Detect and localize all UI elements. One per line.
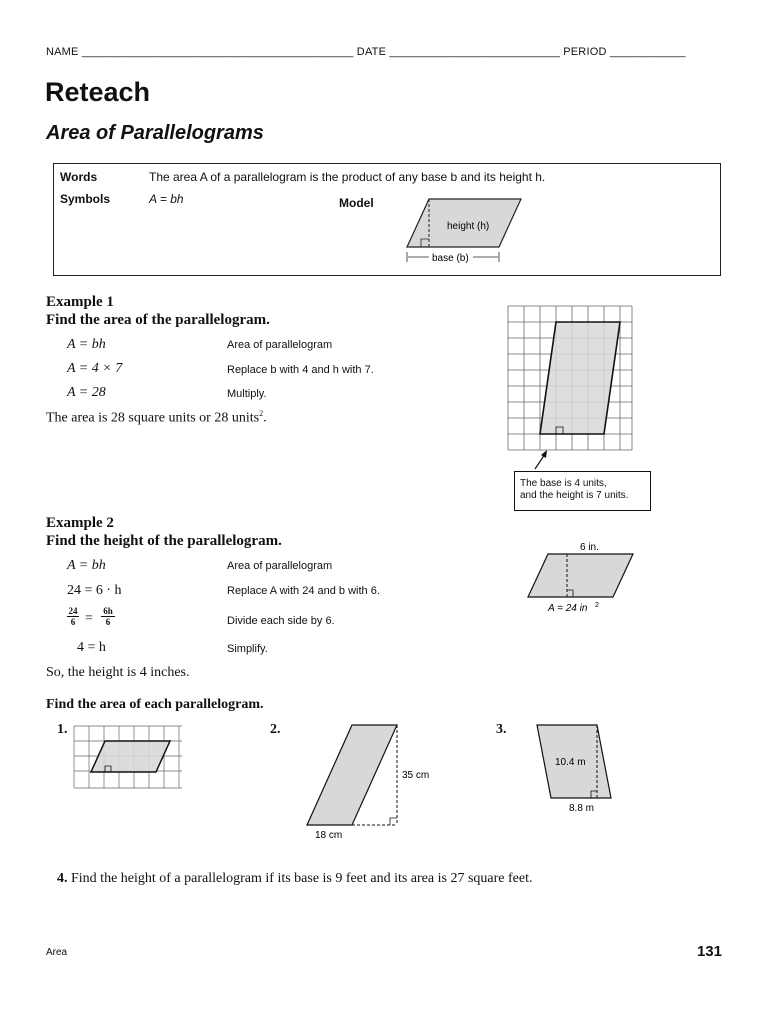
example2-step1-note: Area of parallelogram bbox=[227, 560, 333, 572]
example2-step3-frac-left bbox=[67, 606, 79, 627]
example1-step3-note: Multiply. bbox=[227, 388, 267, 400]
footer-topic: Area bbox=[46, 947, 68, 958]
exercise1-parallelogram bbox=[91, 741, 170, 772]
example2-step3-note: Divide each side by 6. bbox=[227, 615, 335, 627]
student-info-header bbox=[46, 46, 686, 58]
example2-step3-den-right: 6 bbox=[105, 617, 111, 627]
example1-conclusion bbox=[46, 409, 267, 427]
example2-step3-equals: = bbox=[85, 611, 93, 626]
question4-number: 4. bbox=[57, 871, 68, 886]
example2-step1-eq: A = bh bbox=[67, 558, 106, 573]
question4 bbox=[57, 871, 532, 887]
example2-title: Example 2 bbox=[46, 515, 114, 531]
period-blank: ____________ bbox=[609, 46, 686, 58]
example1-title: Example 1 bbox=[46, 294, 114, 310]
exercise3-height-label: 10.4 m bbox=[555, 757, 586, 768]
example1-conclusion-period: . bbox=[263, 410, 267, 426]
model-label: Model bbox=[339, 196, 374, 210]
example2-conclusion: So, the height is 4 inches. bbox=[46, 665, 190, 680]
name-label: NAME bbox=[46, 46, 79, 58]
name-blank: ___________________________________________ bbox=[81, 46, 354, 58]
page-number: 131 bbox=[696, 943, 722, 960]
model-parallelogram-figure bbox=[399, 194, 539, 269]
exercise2-base-label: 18 cm bbox=[315, 830, 343, 841]
example1-callout-line1: The base is 4 units, bbox=[520, 478, 607, 489]
period-label: PERIOD bbox=[563, 46, 607, 58]
example1-parallelogram bbox=[540, 322, 620, 434]
example1-conclusion-text: The area is 28 square units or 28 units bbox=[46, 410, 260, 426]
example1-grid-figure bbox=[505, 303, 635, 473]
example1-step3-eq: A = 28 bbox=[67, 385, 106, 400]
model-base-label: base (b) bbox=[432, 253, 469, 264]
words-text: The area A of a parallelogram is the product of any base b and its height h. bbox=[149, 170, 546, 184]
example2-step3-num-right: 6h bbox=[101, 606, 115, 617]
exercise2-height-label: 35 cm bbox=[402, 770, 430, 781]
concept-box bbox=[53, 163, 721, 276]
model-height-label: height (h) bbox=[447, 221, 490, 232]
example1-step1-note: Area of parallelogram bbox=[227, 339, 333, 351]
example2-step3-num-left: 24 bbox=[68, 606, 78, 616]
example2-step3-den-left: 6 bbox=[70, 617, 76, 627]
exercise2-figure bbox=[300, 720, 440, 844]
exercise3-base-label: 8.8 m bbox=[569, 803, 595, 814]
exercises-heading: Find the area of each parallelogram. bbox=[46, 697, 264, 712]
example1-callout-arrowhead bbox=[541, 450, 547, 458]
example2-parallelogram bbox=[528, 554, 633, 597]
example2-fig-base-label: 6 in. bbox=[580, 542, 599, 553]
example2-step4-note: Simplify. bbox=[227, 643, 268, 655]
example2-fig-area-label: A = 24 in bbox=[548, 603, 588, 614]
example1-callout bbox=[514, 471, 651, 511]
example2-step2-note: Replace A with 24 and b with 6. bbox=[227, 585, 380, 597]
example1-step2-eq: A = 4 × 7 bbox=[67, 361, 123, 376]
example2-figure bbox=[520, 538, 640, 618]
exercise3-number: 3. bbox=[496, 722, 507, 737]
example2-step4-eq: 4 = h bbox=[77, 640, 106, 655]
example1-step1-eq: A = bh bbox=[67, 337, 106, 352]
date-blank: ___________________________ bbox=[389, 46, 560, 58]
example1-conclusion-exponent: 2 bbox=[259, 409, 264, 418]
example1-prompt: Find the area of the parallelogram. bbox=[46, 312, 270, 328]
words-label: Words bbox=[60, 170, 98, 184]
question4-text: Find the height of a parallelogram if its base is 9 feet and its area is 27 square feet. bbox=[71, 871, 533, 886]
exercise2-number: 2. bbox=[270, 722, 281, 737]
example1-step2-note: Replace b with 4 and h with 7. bbox=[227, 364, 374, 376]
exercise1-number: 1. bbox=[57, 722, 68, 737]
example2-fig-area-exponent: 2 bbox=[595, 602, 599, 609]
symbols-label: Symbols bbox=[60, 192, 111, 206]
symbols-text: A = bh bbox=[149, 192, 184, 206]
example2-step2-eq: 24 = 6 · h bbox=[67, 583, 122, 598]
exercise1-grid-figure bbox=[72, 724, 184, 790]
example1-callout-line2: and the height is 7 units. bbox=[520, 490, 629, 501]
exercise2-right-angle bbox=[390, 818, 397, 825]
date-label: DATE bbox=[356, 46, 387, 58]
page-title: Reteach bbox=[45, 77, 151, 107]
example2-prompt: Find the height of the parallelogram. bbox=[46, 533, 282, 549]
example2-step3-frac-right bbox=[101, 606, 115, 627]
page-subtitle: Area of Parallelograms bbox=[46, 122, 264, 144]
exercise3-figure bbox=[530, 720, 620, 820]
exercise2-parallelogram bbox=[307, 725, 397, 825]
